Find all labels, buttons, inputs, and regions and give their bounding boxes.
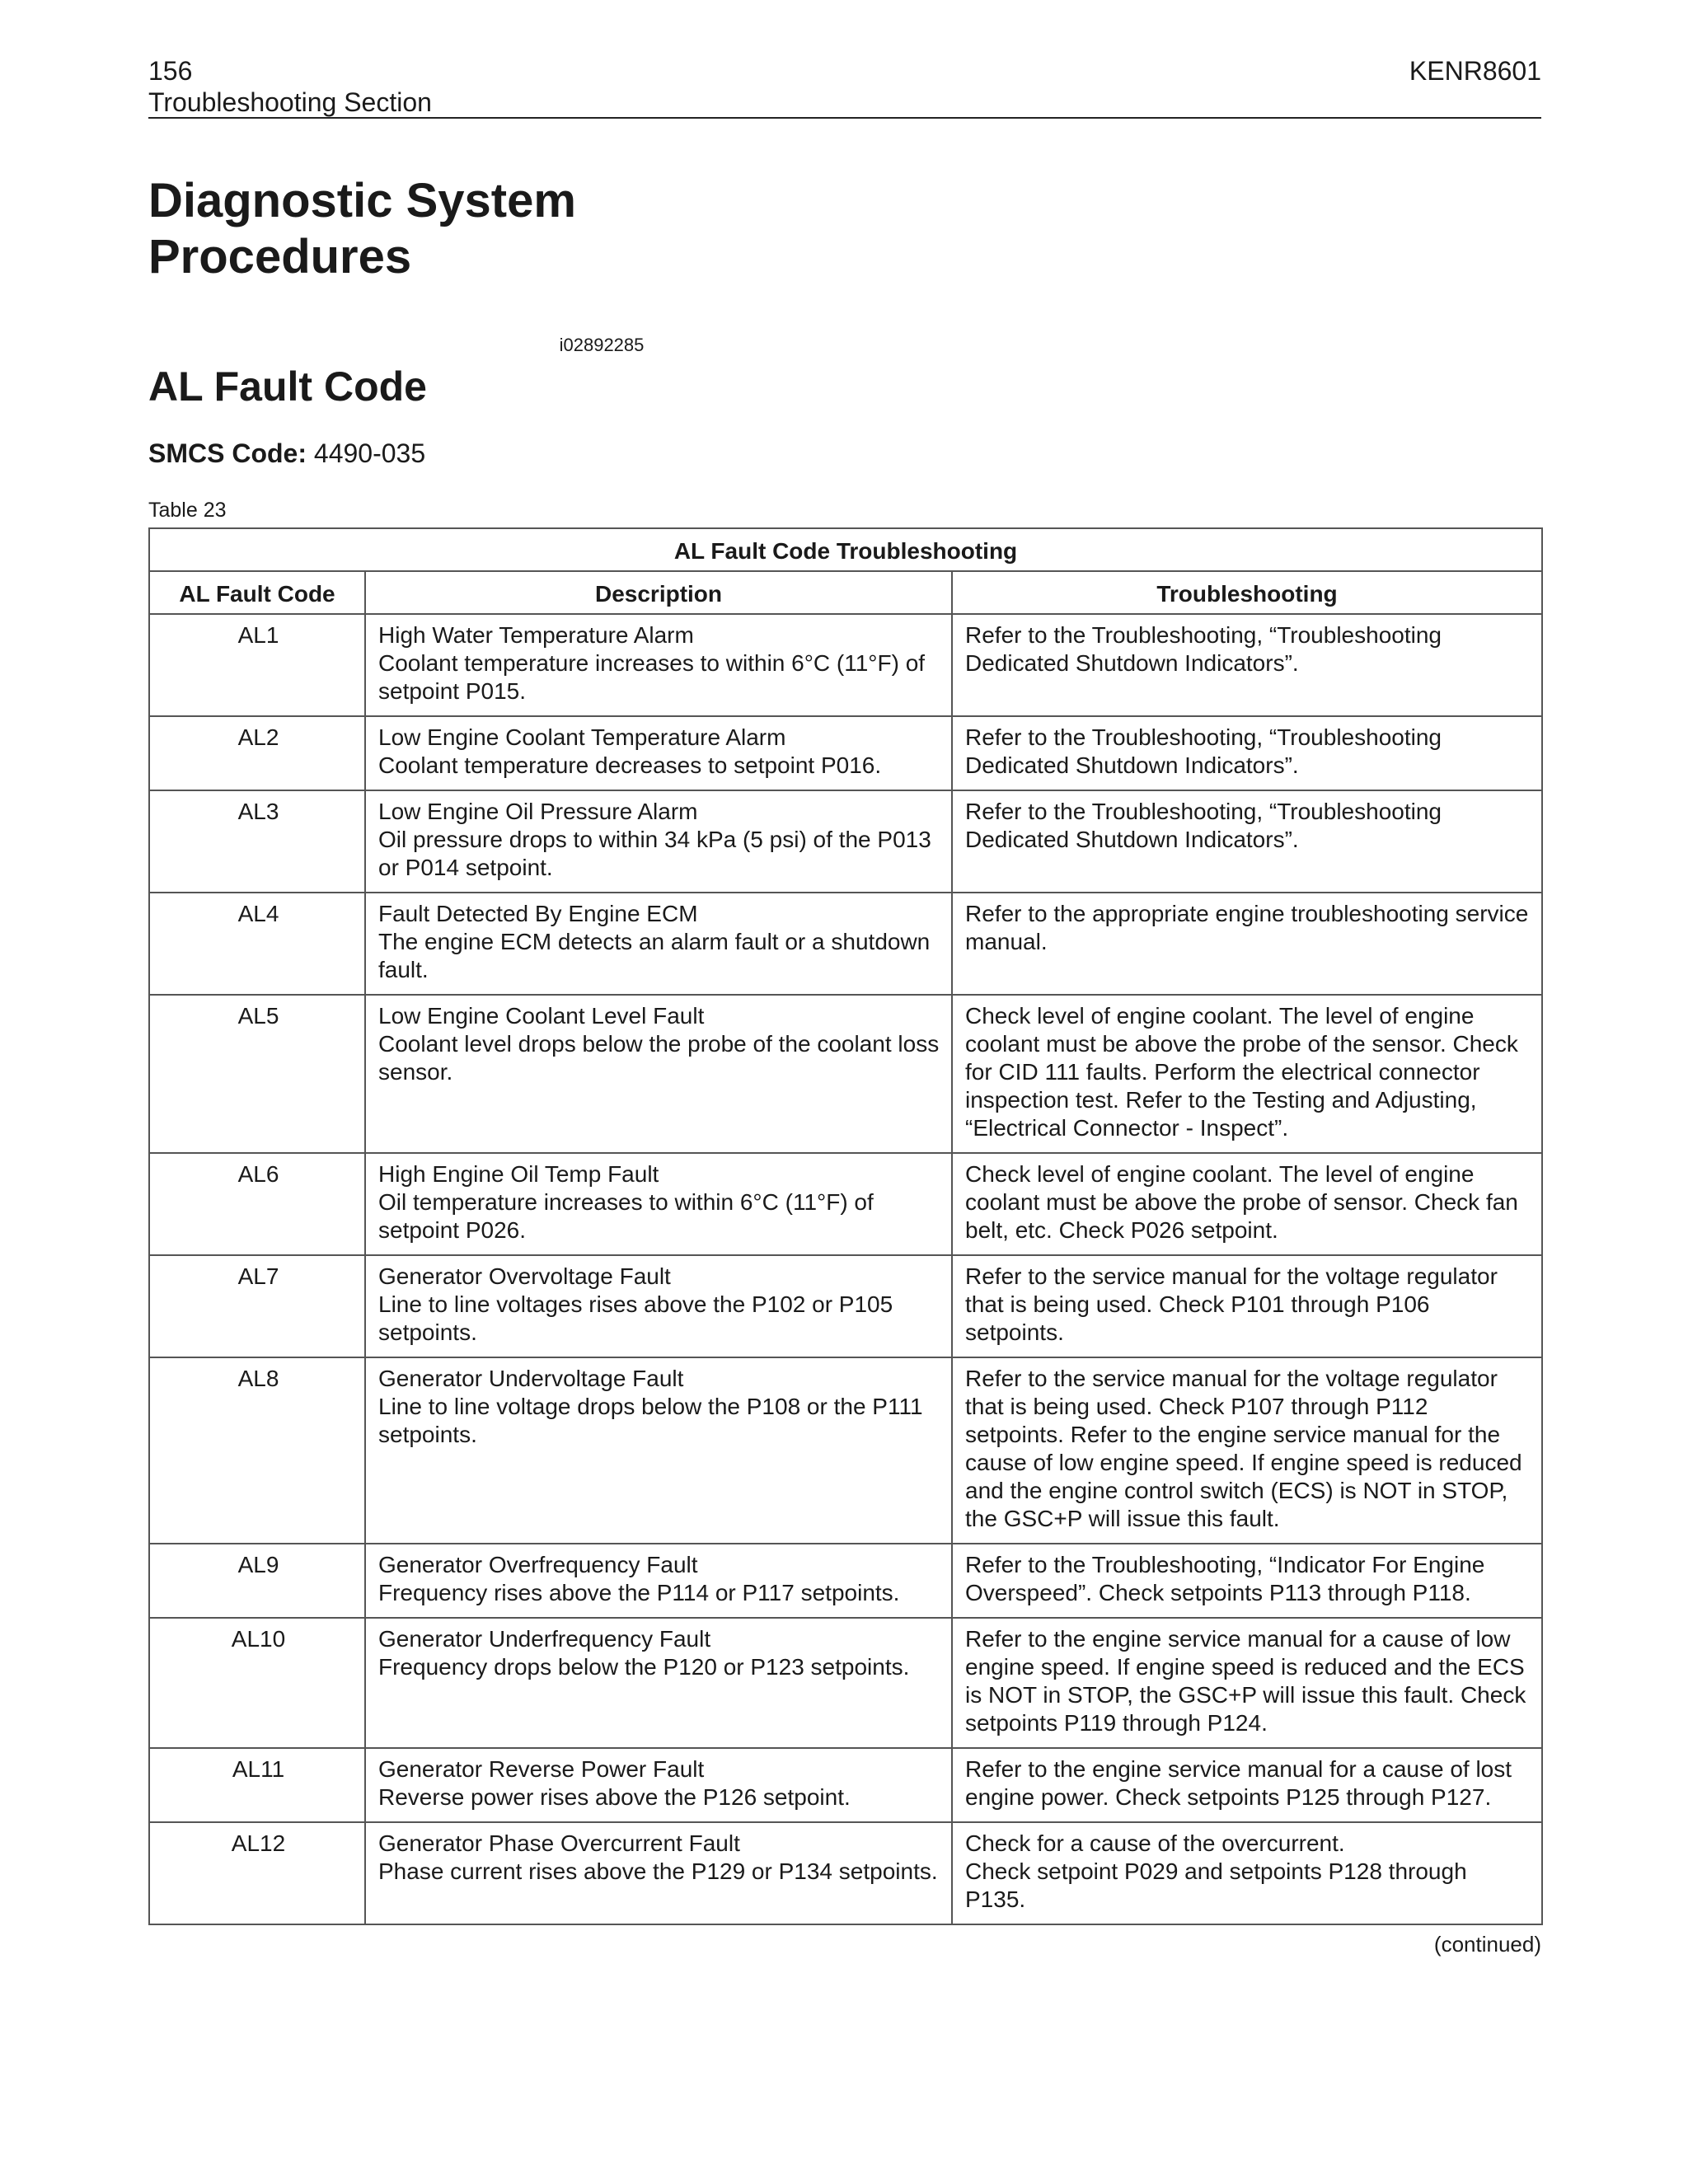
table-row (149, 1618, 1542, 1748)
fault-code-cell: AL2 (149, 716, 365, 790)
table-row (149, 790, 1542, 893)
description-cell: High Engine Oil Temp Fault Oil temperature increases to within 6°C (11°F) of setpoint P026. (365, 1153, 952, 1255)
column-header: AL Fault Code (149, 571, 365, 614)
description-cell: Low Engine Coolant Temperature Alarm Coolant temperature decreases to setpoint P016. (365, 716, 952, 790)
smcs-code (148, 438, 1541, 469)
fault-code-table (148, 527, 1543, 1925)
column-header: Description (365, 571, 952, 614)
table-label: Table 23 (148, 499, 227, 522)
document-number: KENR8601 (1409, 56, 1541, 86)
troubleshooting-cell: Refer to the service manual for the voltage regulator that is being used. Check P101 through P106 setpoints. (952, 1255, 1542, 1357)
description-cell: Generator Underfrequency Fault Frequency drops below the P120 or P123 setpoints. (365, 1618, 952, 1748)
table-row (149, 893, 1542, 995)
troubleshooting-cell: Refer to the service manual for the voltage regulator that is being used. Check P107 through P112 setpoints. Refer to the engine service manual for the cause of low engine speed. If engine speed is reduced and the engine control switch (ECS) is NOT in STOP, the GSC+P will issue this fault. (952, 1357, 1542, 1544)
troubleshooting-cell: Refer to the appropriate engine troubleshooting service manual. (952, 893, 1542, 995)
description-cell: Generator Undervoltage Fault Line to line voltage drops below the P108 or the P111 setpoints. (365, 1357, 952, 1544)
page-number: 156 (148, 56, 193, 86)
section-name: Troubleshooting Section (148, 87, 432, 117)
table-caption: AL Fault Code Troubleshooting (149, 528, 1542, 571)
page (148, 51, 1541, 1957)
fault-code-cell: AL1 (149, 614, 365, 716)
fault-code-cell: AL11 (149, 1748, 365, 1822)
troubleshooting-cell: Check level of engine coolant. The level of engine coolant must be above the probe of sensor. Check fan belt, etc. Check P026 setpoint. (952, 1153, 1542, 1255)
troubleshooting-cell: Refer to the Troubleshooting, “Troubleshooting Dedicated Shutdown Indicators”. (952, 716, 1542, 790)
table-row (149, 1822, 1542, 1924)
table-row (149, 1357, 1542, 1544)
troubleshooting-cell: Refer to the engine service manual for a cause of lost engine power. Check setpoints P125 through P127. (952, 1748, 1542, 1822)
description-cell: Generator Overvoltage Fault Line to line voltages rises above the P102 or P105 setpoints. (365, 1255, 952, 1357)
fault-code-cell: AL4 (149, 893, 365, 995)
table-caption-row (149, 528, 1542, 571)
troubleshooting-cell: Check for a cause of the overcurrent. Check setpoint P029 and setpoints P128 through P135. (952, 1822, 1542, 1924)
fault-code-cell: AL5 (149, 995, 365, 1153)
table-row (149, 614, 1542, 716)
doc-id: i02892285 (559, 335, 645, 355)
column-header: Troubleshooting (952, 571, 1542, 614)
fault-code-cell: AL10 (149, 1618, 365, 1748)
fault-code-cell: AL12 (149, 1822, 365, 1924)
description-cell: High Water Temperature Alarm Coolant temperature increases to within 6°C (11°F) of setpoint P015. (365, 614, 952, 716)
description-cell: Low Engine Coolant Level Fault Coolant level drops below the probe of the coolant loss sensor. (365, 995, 952, 1153)
table-header-row (149, 571, 1542, 614)
table-row (149, 1255, 1542, 1357)
fault-code-cell: AL9 (149, 1544, 365, 1618)
table-row (149, 1544, 1542, 1618)
description-cell: Generator Overfrequency Fault Frequency rises above the P114 or P117 setpoints. (365, 1544, 952, 1618)
troubleshooting-cell: Refer to the Troubleshooting, “Indicator For Engine Overspeed”. Check setpoints P113 through P118. (952, 1544, 1542, 1618)
smcs-value: 4490-035 (313, 438, 426, 468)
troubleshooting-cell: Check level of engine coolant. The level of engine coolant must be above the probe of the sensor. Check for CID 111 faults. Perform the electrical connector inspection test. Refer to the Testing and Adjusting, “Electrical Connector - Inspect”. (952, 995, 1542, 1153)
description-cell: Generator Reverse Power Fault Reverse power rises above the P126 setpoint. (365, 1748, 952, 1822)
continued-note: (continued) (1433, 1932, 1541, 1957)
fault-code-cell: AL6 (149, 1153, 365, 1255)
troubleshooting-cell: Refer to the Troubleshooting, “Troubleshooting Dedicated Shutdown Indicators”. (952, 790, 1542, 893)
table-row (149, 716, 1542, 790)
troubleshooting-cell: Refer to the Troubleshooting, “Troubleshooting Dedicated Shutdown Indicators”. (952, 614, 1542, 716)
page-header (148, 51, 1541, 119)
description-cell: Fault Detected By Engine ECM The engine ECM detects an alarm fault or a shutdown fault. (365, 893, 952, 995)
page-title: Diagnostic System Procedures (148, 174, 576, 284)
description-cell: Low Engine Oil Pressure Alarm Oil pressure drops to within 34 kPa (5 psi) of the P013 or P014 setpoint. (365, 790, 952, 893)
table-row (149, 1748, 1542, 1822)
fault-code-cell: AL7 (149, 1255, 365, 1357)
section-title: AL Fault Code (148, 363, 427, 410)
fault-code-cell: AL8 (149, 1357, 365, 1544)
description-cell: Generator Phase Overcurrent Fault Phase current rises above the P129 or P134 setpoints. (365, 1822, 952, 1924)
troubleshooting-cell: Refer to the engine service manual for a cause of low engine speed. If engine speed is reduced and the ECS is NOT in STOP, the GSC+P will issue this fault. Check setpoints P119 through P124. (952, 1618, 1542, 1748)
fault-code-cell: AL3 (149, 790, 365, 893)
smcs-label: SMCS Code: (148, 438, 307, 468)
table-row (149, 1153, 1542, 1255)
table-row (149, 995, 1542, 1153)
